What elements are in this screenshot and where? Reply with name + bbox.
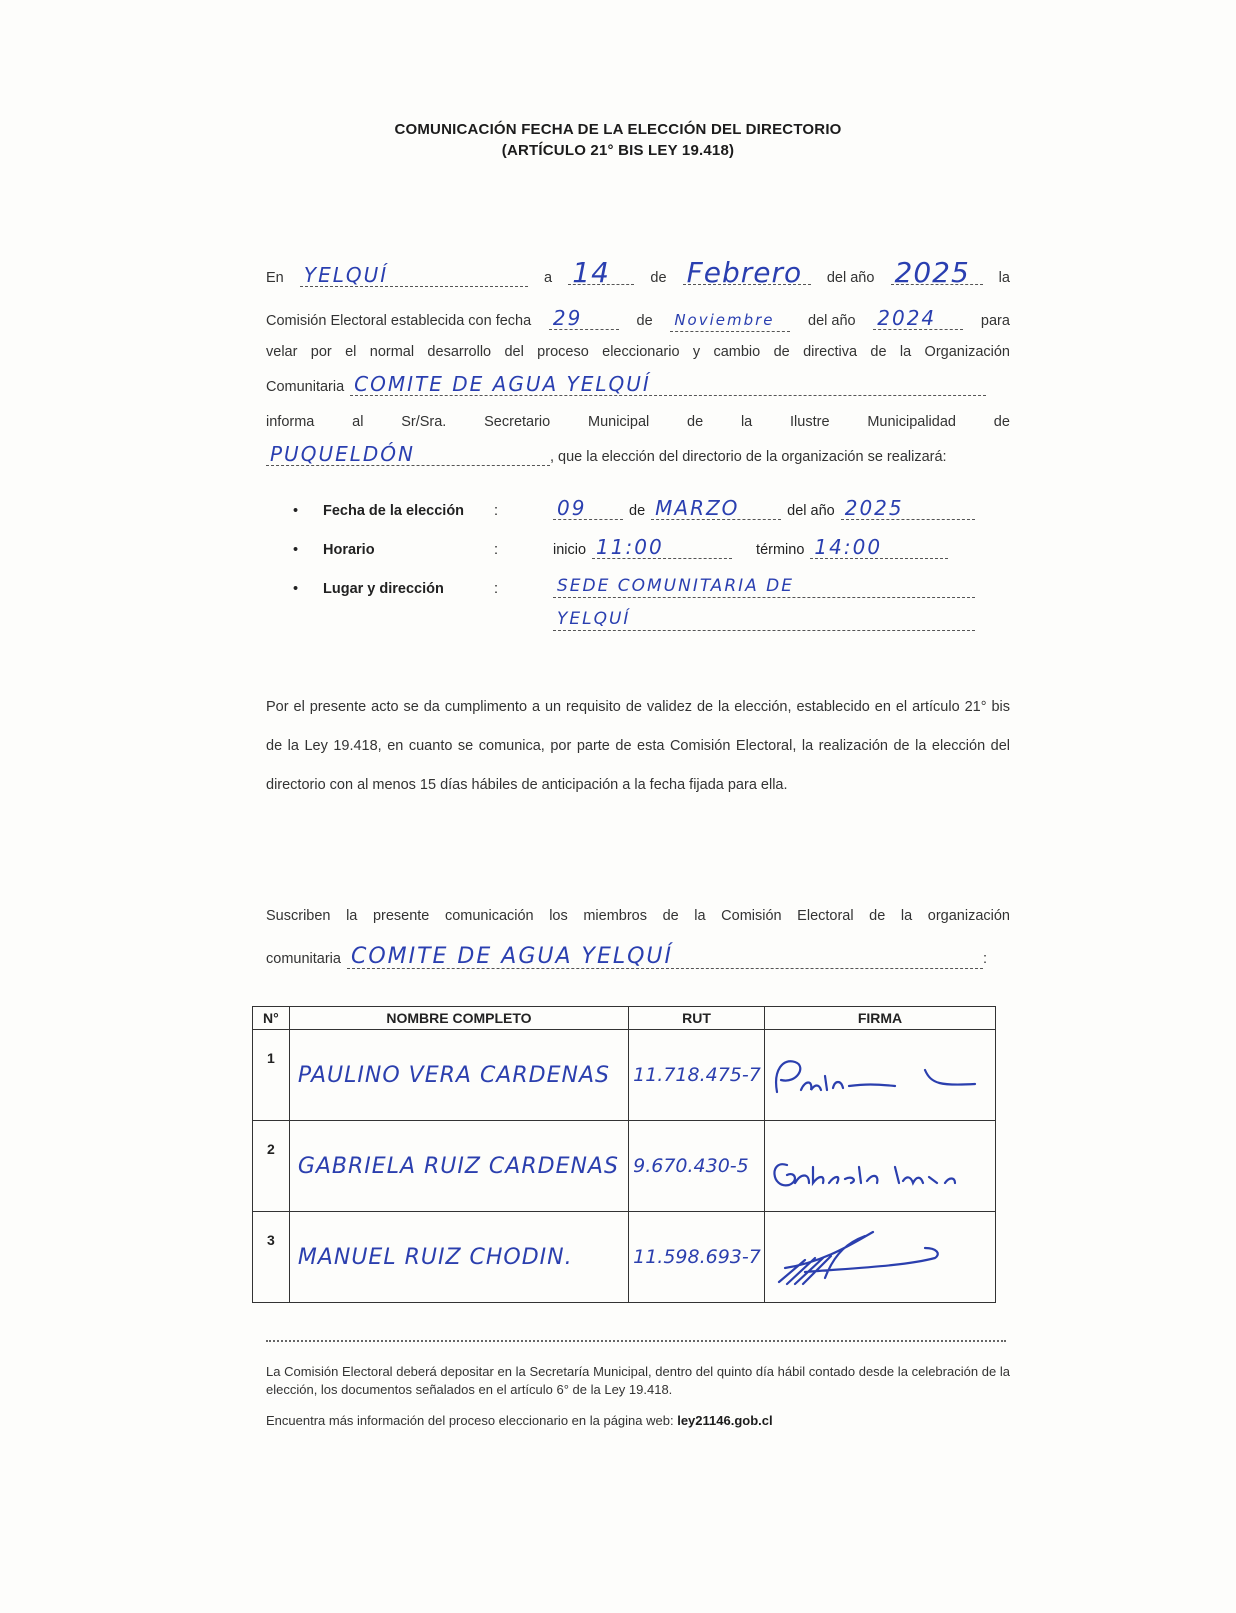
header-rut: RUT xyxy=(629,1007,765,1030)
intro-line-2 xyxy=(266,307,1010,332)
table-row xyxy=(253,1212,996,1303)
text-comunitaria: comunitaria xyxy=(266,951,341,967)
lugar-value-2 xyxy=(553,608,975,631)
text-velar: velar por el normal desarrollo del proceso eleccionario y cambio de directiva de la Organización xyxy=(266,344,1010,360)
day-field: 14 xyxy=(568,262,634,285)
footer-more-info xyxy=(266,1412,1010,1430)
text-municipalidad: Municipalidad xyxy=(867,414,956,430)
text-al: al xyxy=(352,414,364,430)
organization-name-field: COMITE DE AGUA YELQUÍ xyxy=(350,373,986,396)
fecha-year-field: 2025 xyxy=(841,497,975,520)
text-ilustre: Ilustre xyxy=(790,414,830,430)
row-name xyxy=(289,1212,628,1303)
text-srsra: Sr/Sra. xyxy=(401,414,447,430)
lugar-line-1-field: SEDE COMUNITARIA DE xyxy=(553,575,975,598)
text-del-anio: del año xyxy=(826,270,875,286)
footer-separator xyxy=(266,1340,1006,1342)
header-num: N° xyxy=(253,1007,290,1030)
horario-value xyxy=(553,536,948,559)
bullet-icon: • xyxy=(293,581,299,597)
row-name xyxy=(289,1121,628,1212)
lugar-value xyxy=(553,575,975,598)
suscriben-line xyxy=(266,908,1010,924)
intro-line-4 xyxy=(266,373,1010,396)
text-de-2: de xyxy=(993,414,1010,430)
text-comision: Comisión Electoral establecida con fecha xyxy=(266,313,532,329)
members-table xyxy=(252,1006,996,1303)
row-rut xyxy=(629,1212,765,1303)
rut-value: 9.670.430-5 xyxy=(633,1155,749,1177)
table-header-row xyxy=(253,1007,996,1030)
table-row xyxy=(253,1030,996,1121)
text-de: de xyxy=(629,503,646,519)
row-signature xyxy=(765,1030,996,1121)
signature-icon xyxy=(765,1131,995,1199)
organization-name-field-2: COMITE DE AGUA YELQUÍ xyxy=(347,946,983,969)
lugar-line-2-field: YELQUÍ xyxy=(553,608,975,631)
comision-year-field: 2024 xyxy=(873,307,963,330)
text-inicio: inicio xyxy=(553,542,587,558)
compliance-paragraph: Por el presente acto se da cumplimento a un requisito de validez de la elección, establecido en el artículo 21° bis de la Ley 19.418, en cuanto se comunica, por parte de esta Comisión Electoral, la realización de la elección del directorio con al menos 15 días hábiles de anticipación a la fecha fijada para ella. xyxy=(266,699,1010,793)
more-info-text: Encuentra más información del proceso eleccionario en la página web: xyxy=(266,1413,674,1428)
header-name: NOMBRE COMPLETO xyxy=(289,1007,628,1030)
name-value: MANUEL RUIZ CHODIN. xyxy=(297,1244,573,1270)
text-la: la xyxy=(998,270,1010,286)
termino-field: 14:00 xyxy=(810,536,948,559)
signature-icon xyxy=(765,1040,995,1108)
document-subtitle: (ARTÍCULO 21° BIS LEY 19.418) xyxy=(501,142,735,159)
row-num: 2 xyxy=(253,1121,290,1212)
text-la-2: la xyxy=(740,414,753,430)
intro-line-6 xyxy=(266,443,1010,466)
rut-value: 11.598.693-7 xyxy=(633,1246,761,1268)
place-field: YELQUÍ xyxy=(300,264,528,287)
row-rut xyxy=(629,1121,765,1212)
text-termino: término xyxy=(756,542,805,558)
bullet-icon: • xyxy=(293,503,299,519)
row-signature xyxy=(765,1121,996,1212)
text-closing: , que la elección del directorio de la organización se realizará: xyxy=(550,449,947,465)
name-value: PAULINO VERA CARDENAS xyxy=(297,1062,610,1088)
row-num: 3 xyxy=(253,1212,290,1303)
fecha-label: Fecha de la elección xyxy=(323,503,465,519)
signature-icon xyxy=(765,1222,995,1290)
text-del-anio: del año xyxy=(787,503,835,519)
intro-line-1 xyxy=(266,256,1010,289)
intro-line-5 xyxy=(266,414,1010,430)
text-secretario: Secretario xyxy=(484,414,551,430)
month-field: Febrero xyxy=(683,262,811,285)
website-link[interactable]: ley21146.gob.cl xyxy=(677,1413,773,1428)
colon: : xyxy=(494,581,499,597)
text-de-1: de xyxy=(687,414,704,430)
colon: : xyxy=(494,542,499,558)
intro-line-3 xyxy=(266,344,1010,360)
row-rut xyxy=(629,1030,765,1121)
year-field: 2025 xyxy=(891,262,983,285)
fecha-value xyxy=(553,497,975,520)
text-com-de: de xyxy=(636,313,653,329)
rut-value: 11.718.475-7 xyxy=(633,1064,761,1086)
text-comunitaria: Comunitaria xyxy=(266,379,345,395)
text-com-del-anio: del año xyxy=(808,313,856,329)
inicio-field: 11:00 xyxy=(592,536,732,559)
horario-label: Horario xyxy=(323,542,375,558)
bullet-icon: • xyxy=(293,542,299,558)
document-title: COMUNICACIÓN FECHA DE LA ELECCIÓN DEL DIRECTORIO xyxy=(394,121,842,138)
row-num: 1 xyxy=(253,1030,290,1121)
text-de: de xyxy=(650,270,667,286)
text-municipal: Municipal xyxy=(588,414,650,430)
fecha-month-field: MARZO xyxy=(651,497,781,520)
text-colon: : xyxy=(982,951,987,967)
row-signature xyxy=(765,1212,996,1303)
footer-note: La Comisión Electoral deberá depositar en la Secretaría Municipal, dentro del quinto día hábil contado desde la celebración de la elección, los documentos señalados en el artículo 6° de la Ley 19.418. xyxy=(266,1364,1010,1397)
text-para: para xyxy=(980,313,1010,329)
colon: : xyxy=(494,503,499,519)
comunitaria-line xyxy=(266,946,1010,969)
text-en: En xyxy=(266,270,284,286)
comision-month-field: Noviembre xyxy=(670,309,790,332)
name-value: GABRIELA RUIZ CARDENAS xyxy=(297,1153,619,1179)
header-firma: FIRMA xyxy=(765,1007,996,1030)
comision-day-field: 29 xyxy=(549,307,619,330)
row-name xyxy=(289,1030,628,1121)
lugar-label: Lugar y dirección xyxy=(323,581,444,597)
commune-field: PUQUELDÓN xyxy=(266,443,550,466)
text-suscriben: Suscriben la presente comunicación los miembros de la Comisión Electoral de la organización xyxy=(266,908,1010,924)
fecha-day-field: 09 xyxy=(553,497,623,520)
table-row xyxy=(253,1121,996,1212)
text-informa: informa xyxy=(266,414,315,430)
text-a: a xyxy=(544,270,553,286)
